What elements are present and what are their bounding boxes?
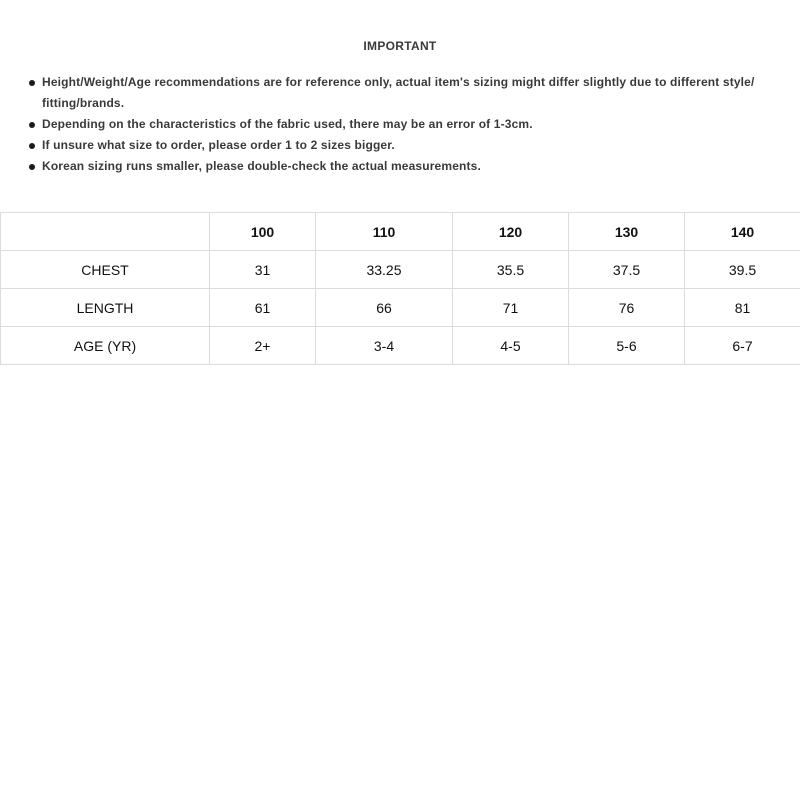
table-cell: 76 [569, 289, 685, 327]
row-label: CHEST [1, 251, 210, 289]
table-cell: 3-4 [316, 327, 453, 365]
row-label: LENGTH [1, 289, 210, 327]
note-item [24, 72, 776, 114]
table-row-chest [1, 251, 800, 289]
table-cell: 37.5 [569, 251, 685, 289]
table-cell: 61 [210, 289, 316, 327]
size-header: 120 [453, 213, 569, 251]
row-label: AGE (YR) [1, 327, 210, 365]
table-cell: 31 [210, 251, 316, 289]
bullet-icon [29, 143, 35, 149]
size-header: 110 [316, 213, 453, 251]
table-cell: 39.5 [685, 251, 800, 289]
notes-list [24, 72, 776, 177]
corner-cell [1, 213, 210, 251]
bullet-icon [29, 80, 35, 86]
table-cell: 71 [453, 289, 569, 327]
size-header: 140 [685, 213, 800, 251]
table-row-age [1, 327, 800, 365]
table-cell: 33.25 [316, 251, 453, 289]
note-text: Height/Weight/Age recommendations are for reference only, actual item's sizing might differ slightly due to different style/ fitting/brands. [42, 75, 755, 110]
size-header: 130 [569, 213, 685, 251]
note-text: Korean sizing runs smaller, please double-check the actual measurements. [42, 159, 481, 173]
note-item [24, 135, 776, 156]
size-chart-table [0, 212, 800, 365]
bullet-icon [29, 122, 35, 128]
table-cell: 2+ [210, 327, 316, 365]
table-cell: 5-6 [569, 327, 685, 365]
table-cell: 35.5 [453, 251, 569, 289]
table-cell: 66 [316, 289, 453, 327]
note-text: Depending on the characteristics of the fabric used, there may be an error of 1-3cm. [42, 117, 533, 131]
note-item [24, 156, 776, 177]
table-cell: 81 [685, 289, 800, 327]
bullet-icon [29, 164, 35, 170]
table-row-length [1, 289, 800, 327]
size-header: 100 [210, 213, 316, 251]
table-cell: 4-5 [453, 327, 569, 365]
note-text: If unsure what size to order, please order 1 to 2 sizes bigger. [42, 138, 395, 152]
size-header-row [1, 213, 800, 251]
table-cell: 6-7 [685, 327, 800, 365]
note-item [24, 114, 776, 135]
notice-title: IMPORTANT [363, 39, 437, 53]
